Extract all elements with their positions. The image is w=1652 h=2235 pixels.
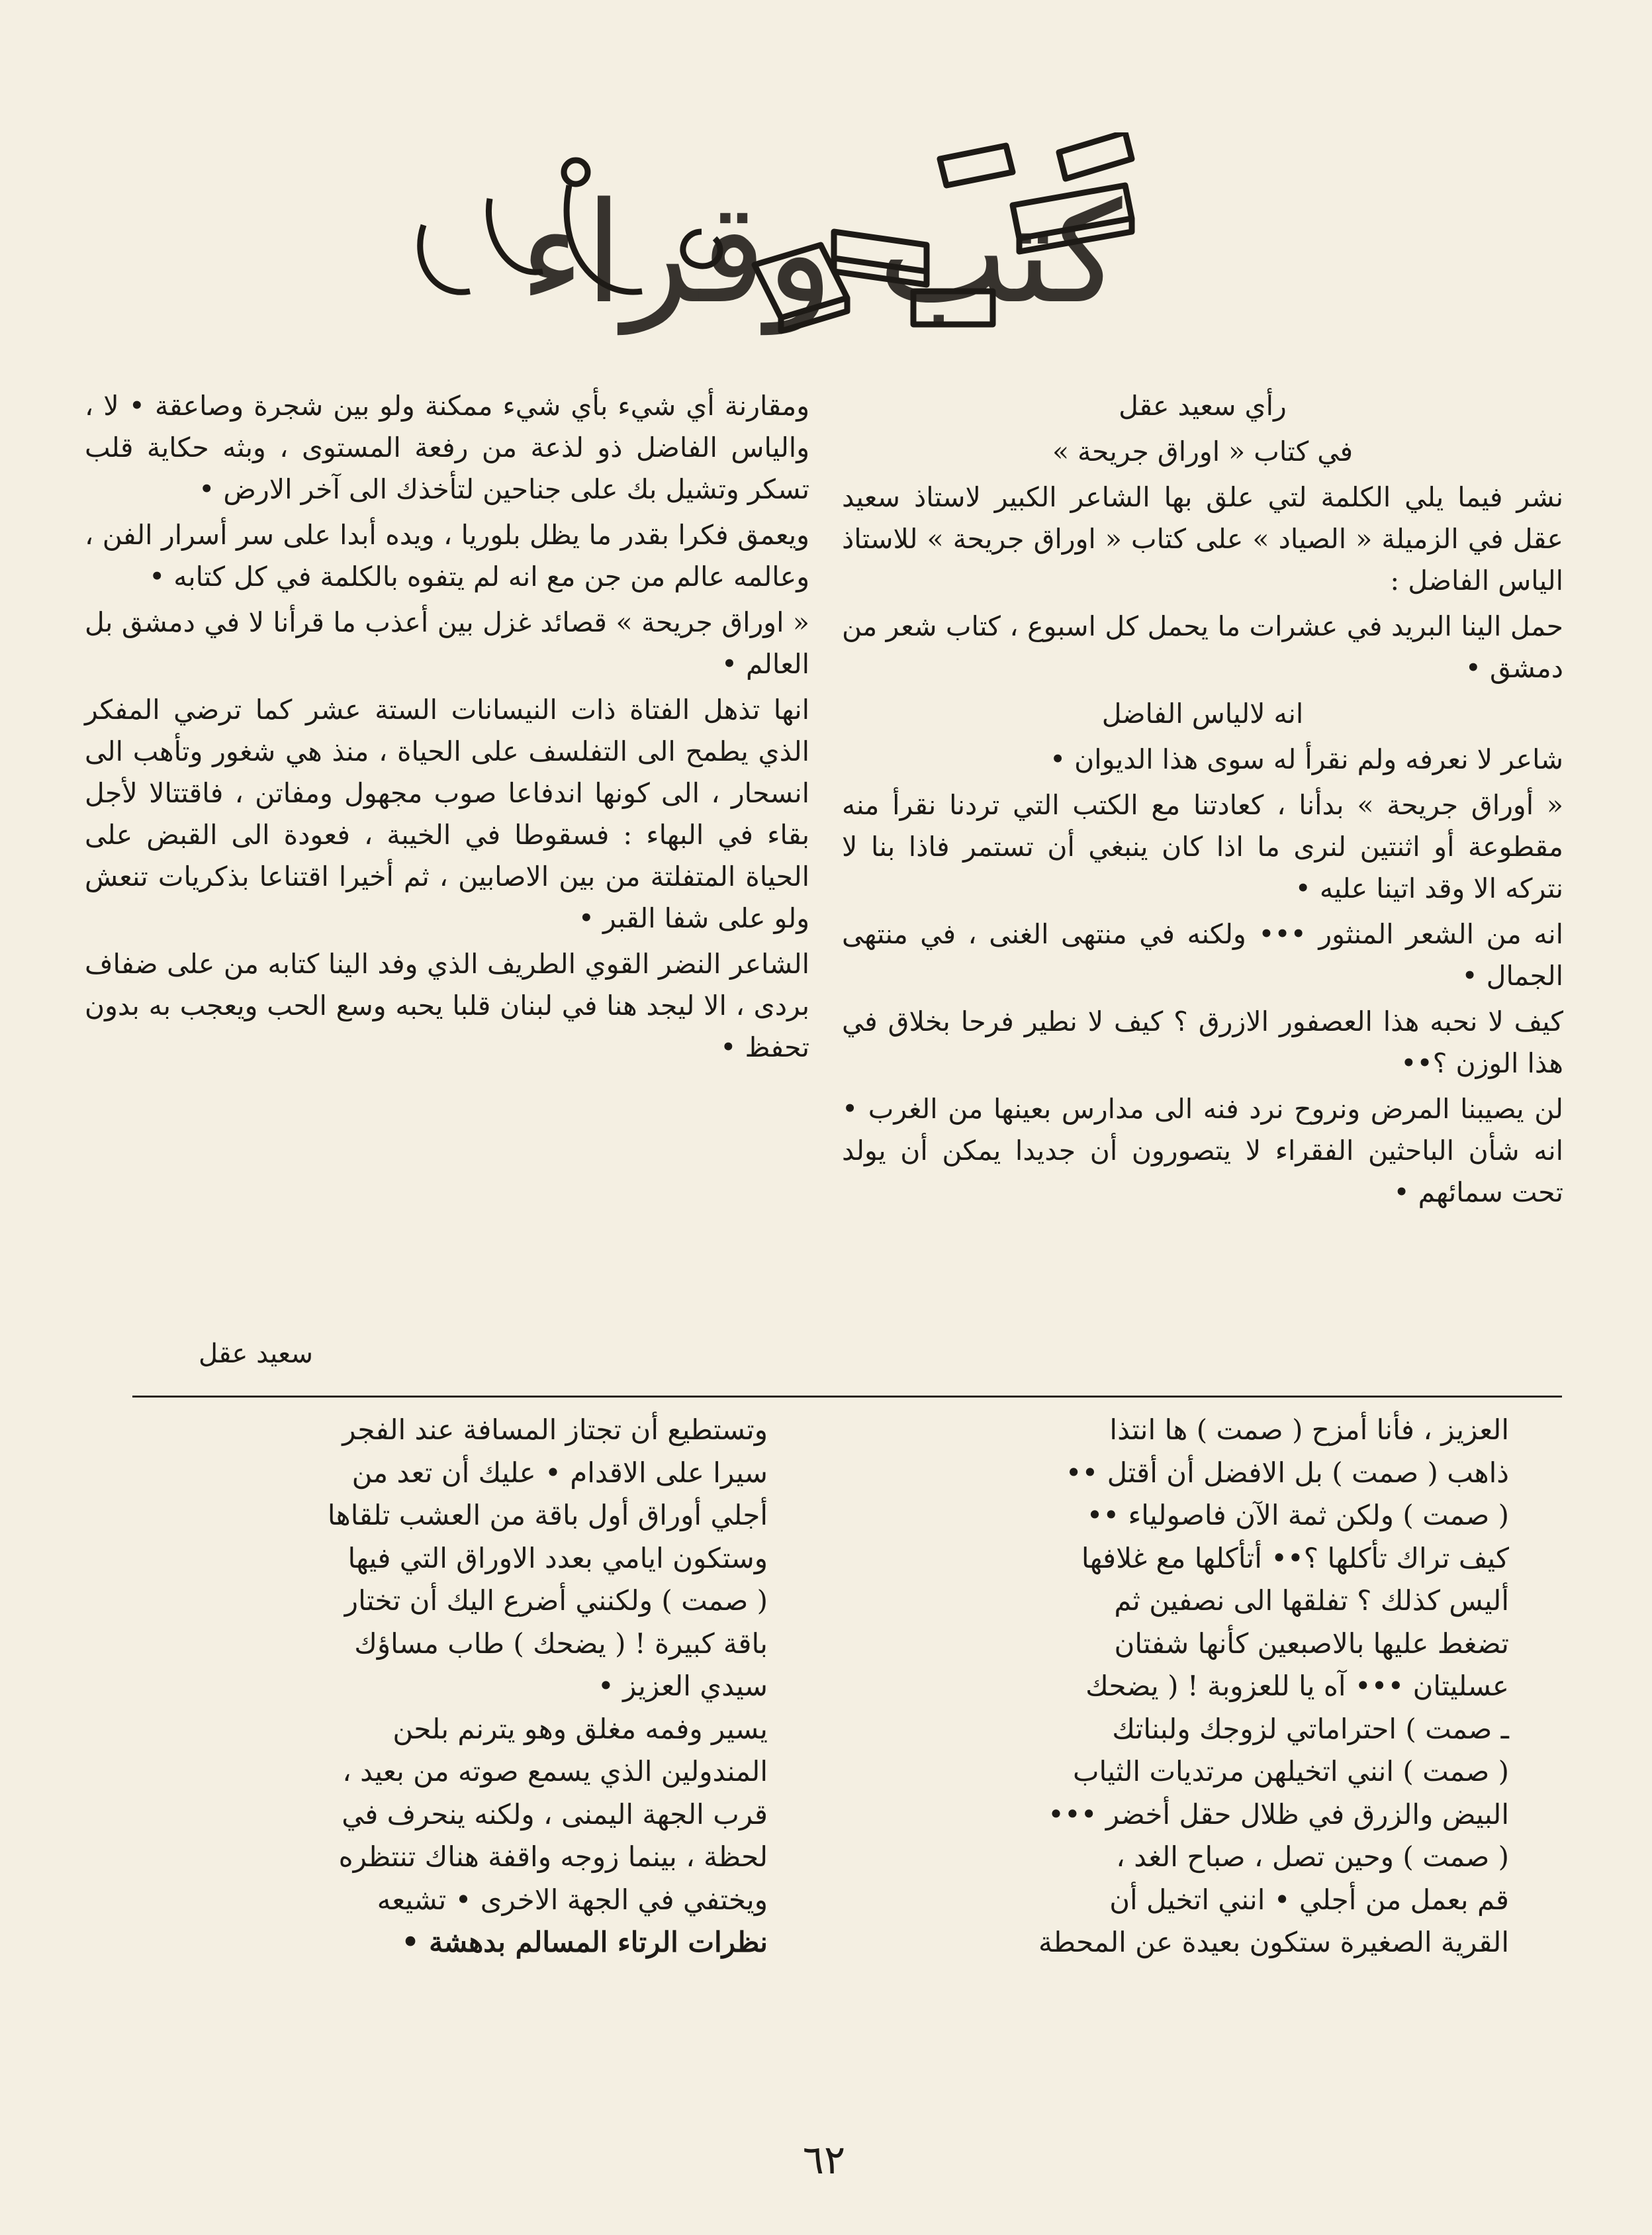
- masthead: [357, 132, 1284, 371]
- excerpt-line: ( صمت ) ولكنني أضرع اليك أن تختار: [344, 1584, 768, 1617]
- excerpt-line: البيض والزرق في ظلال حقل أخضر •••: [1048, 1797, 1509, 1831]
- excerpt-line: نظرات الرتاء المسالم بدهشة •: [401, 1926, 768, 1958]
- excerpt-line: قم بعمل من أجلي • انني اتخيل أن: [1109, 1883, 1509, 1916]
- excerpt-line: أجلي أوراق أول باقة من العشب تلقاها: [327, 1499, 768, 1531]
- excerpt-line: ذاهب ( صمت ) بل الافضل أن أقتل ••: [1065, 1456, 1509, 1489]
- excerpt-line: سيرا على الاقدام • عليك أن تعد من: [351, 1456, 768, 1489]
- review-paragraph: « أوراق جريحة » بدأنا ، كعادتنا مع الكتب التي تردنا نقرأ منه مقطوعة أو اثنتين لنرى ما اذا كان ينبغي أن تستمر فاذا بنا لا نتركه الا وقد اتينا عليه •: [842, 789, 1563, 904]
- excerpt-right-column: [847, 1409, 1509, 1964]
- review-heading: رأي سعيد عقل: [1119, 390, 1287, 422]
- excerpt-line: كيف تراك تأكلها ؟•• أتأكلها مع غلافها: [1081, 1541, 1509, 1574]
- review-paragraph: انه من الشعر المنثور ••• ولكنه في منتهى الغنى ، في منتهى الجمال •: [842, 918, 1563, 992]
- excerpt-line: ـ صمت ) احتراماتي لزوجك ولبناتك: [1112, 1712, 1509, 1745]
- excerpt-line: عسليتان ••• آه يا للعزوبة ! ( يضحك: [1085, 1670, 1509, 1702]
- excerpt-line: أليس كذلك ؟ تفلقها الى نصفين ثم: [1114, 1584, 1509, 1617]
- excerpt-line: ( صمت ) وحين تصل ، صباح الغد ،: [1116, 1840, 1509, 1873]
- review-right-column: [842, 385, 1563, 1217]
- review-paragraph: لن يصيبنا المرض ونروح نرد فنه الى مدارس بعينها من الغرب • انه شأن الباحثين الفقراء لا يتصورون أن جديدا يمكن أن يولد تحت سمائهم •: [842, 1093, 1563, 1208]
- section-divider: [132, 1396, 1562, 1398]
- excerpt-line: ( صمت ) ولكن ثمة الآن فاصولياء ••: [1086, 1499, 1509, 1531]
- review-paragraph: انها تذهل الفتاة ذات النيسانات الستة عشر كما ترضي المفكر الذي يطمح الى التفلسف على الحياة ، منذ هي شغور وتأهب الى انسحار ، الى كونها اندفاعا صوب مجهول ومفاتن ، فاقتتالا لأجل بقاء في البهاء : فسقوطا في الخيبة ، فعودة الى القبض على الحياة المتفلتة من بين الاصابين ، ثم أخيرا اقتناعا بذكريات تنعش ولو على شفا القبر •: [85, 694, 809, 934]
- excerpt-line: قرب الجهة اليمنى ، ولكنه ينحرف في: [342, 1797, 768, 1831]
- excerpt-line: يسير وفمه مغلق وهو يترنم بلحن: [392, 1712, 768, 1745]
- excerpt-line: المندولين الذي يسمع صوته من بعيد ،: [342, 1755, 768, 1787]
- review-paragraph: نشر فيما يلي الكلمة لتي علق بها الشاعر الكبير لاستاذ سعيد عقل في الزميلة « الصياد » على كتاب « اوراق جريحة » للاستاذ الياس الفاضل :: [842, 481, 1563, 596]
- review-paragraph: ويعمق فكرا بقدر ما يظل بلوريا ، ويده أبدا على سر أسرار الفن ، وعالمه عالم من جن مع انه لم يتفوه بالكلمة في كل كتابه •: [85, 519, 809, 593]
- review-paragraph: الشاعر النضر القوي الطريف الذي وفد الينا كتابه من على ضفاف بردى ، الا ليجد هنا في لبنان قلبا يحبه وسع الحب ويعجب به بدون تحفظ •: [85, 948, 809, 1063]
- excerpt-line: ( صمت ) انني اتخيلهن مرتديات الثياب: [1072, 1755, 1509, 1787]
- excerpt-line: سيدي العزيز •: [597, 1670, 768, 1702]
- excerpt-line: لحظة ، بينما زوجه واقفة هناك تنتظره: [338, 1840, 768, 1873]
- page-number: ٦٢: [802, 2137, 846, 2183]
- review-paragraph: شاعر لا نعرفه ولم نقرأ له سوى هذا الديوان •: [1049, 743, 1563, 775]
- review-paragraph: « اوراق جريحة » قصائد غزل بين أعذب ما قرأنا لا في دمشق بل العالم •: [85, 606, 809, 680]
- excerpt-line: تضغط عليها بالاصبعين كأنها شفتان: [1114, 1627, 1509, 1660]
- excerpt-line: باقة كبيرة ! ( يضحك ) طاب مساؤك: [354, 1627, 768, 1660]
- review-paragraph: ومقارنة أي شيء بأي شيء ممكنة ولو بين شجرة وصاعقة • لا ، والياس الفاضل ذو لذعة من رفعة المستوى ، وبثه حكاية قلب تسكر وتشيل بك على جناحين لتأخذك الى آخر الارض •: [85, 390, 809, 505]
- masthead-title: كتب وقراء: [519, 172, 1123, 334]
- excerpt-line: القرية الصغيرة ستكون بعيدة عن المحطة: [1038, 1926, 1509, 1958]
- excerpt-line: ويختفي في الجهة الاخرى • تشيعه: [377, 1883, 768, 1916]
- review-subheading: في كتاب « اوراق جريحة »: [1052, 436, 1354, 467]
- review-paragraph: حمل الينا البريد في عشرات ما يحمل كل اسبوع ، كتاب شعر من دمشق •: [842, 610, 1563, 684]
- excerpt-line: وستكون ايامي بعدد الاوراق التي فيها: [347, 1541, 768, 1574]
- review-paragraph: انه لالياس الفاضل: [1101, 698, 1304, 730]
- excerpt-line: العزيز ، فأنا أمزح ( صمت ) ها انتذا: [1109, 1413, 1509, 1446]
- review-paragraph: كيف لا نحبه هذا العصفور الازرق ؟ كيف لا نطير فرحا بخلاق في هذا الوزن ؟••: [842, 1006, 1563, 1079]
- excerpt-left-column: [93, 1409, 768, 1964]
- review-left-column: [85, 385, 809, 1072]
- excerpt-line: وتستطيع أن تجتاز المسافة عند الفجر: [342, 1413, 768, 1446]
- review-signature: سعيد عقل: [199, 1339, 313, 1369]
